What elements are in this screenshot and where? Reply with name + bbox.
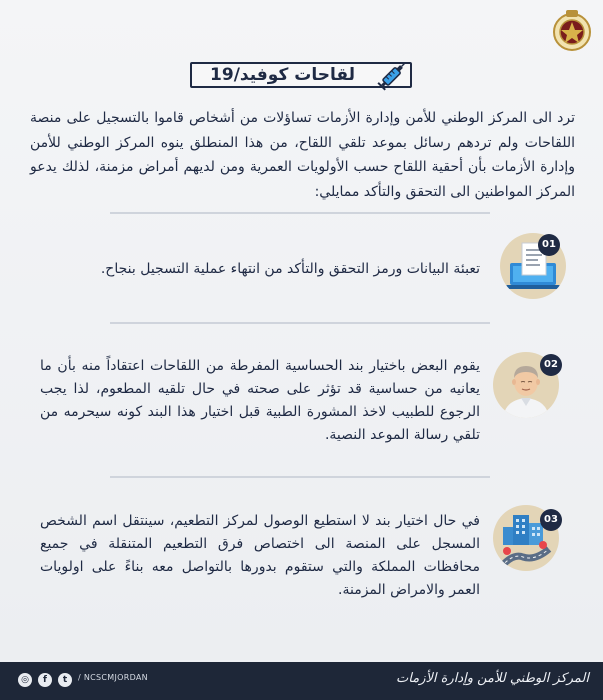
syringe-icon	[376, 58, 410, 92]
divider	[110, 322, 490, 324]
item-1-text: تعبئة البيانات ورمز التحقق والتأكد من انتهاء عملية التسجيل بنجاح.	[100, 261, 480, 277]
item-1-number-badge: 01	[538, 234, 560, 256]
organization-name: المركز الوطني للأمن وإدارة الأزمات	[396, 671, 589, 686]
facebook-icon[interactable]: f	[38, 673, 52, 687]
item-3-text: في حال اختيار بند لا استطيع الوصول لمركز التطعيم، سينتقل اسم الشخص المسجل على المنصة الى اختصاص فرق التطعيم المتنقلة في جميع محافظات المملكة والتي ستقوم بدورها بالتواصل معه بناءً على اولويات العمر والامراض المزمنة.	[40, 513, 480, 598]
title-banner	[190, 58, 412, 92]
item-2-number-badge: 02	[540, 354, 562, 376]
footer-bar	[0, 662, 603, 700]
divider	[110, 476, 490, 478]
item-3-number-badge: 03	[540, 509, 562, 531]
divider	[110, 212, 490, 214]
twitter-icon[interactable]: t	[58, 673, 72, 687]
item-2-text: يقوم البعض باختيار بند الحساسية المفرطة من اللقاحات اعتقاداً منه بأن ما يعانيه من حساسية قد تؤثر على صحته في حال تلقيه المطعوم، لذا يجب الرجوع للطبيب لاخذ المشورة الطبية قبل اختيار هذا البند كونه سيحرمه من تلقي رسالة الموعد النصية.	[40, 358, 480, 443]
intro-paragraph: ترد الى المركز الوطني للأمن وإدارة الأزمات تساؤلات من أشخاص قاموا بالتسجيل على منصة اللقاحات ولم تردهم رسائل بموعد تلقي اللقاح، من هذا المنطلق ينوه المركز الوطني للأمن وإدارة الأزمات بأن أحقية اللقاح حسب الأولويات العمرية ومن لديهم أمراض مزمنة، لذلك يدعو المركز المواطنين الى التحقق والتأكد ممايلي:	[30, 110, 575, 200]
social-handle: / NCSCMJORDAN	[78, 673, 148, 682]
page-title: لقاحات كوفيد/19	[210, 65, 355, 85]
crest-icon	[551, 8, 593, 54]
instagram-icon[interactable]: ◎	[18, 673, 32, 687]
